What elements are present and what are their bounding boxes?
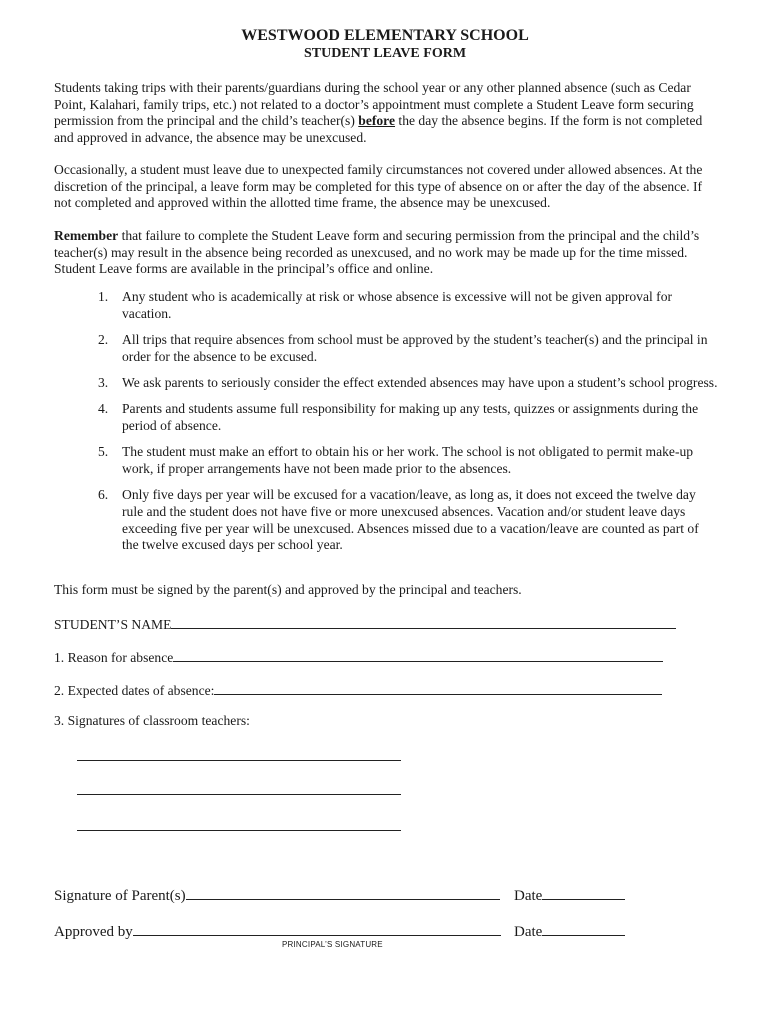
reason-line[interactable]: [173, 648, 663, 662]
dates-row: [54, 681, 662, 699]
rule-number: 5.: [98, 444, 109, 460]
rule-item: [54, 487, 718, 553]
rule-text: The student must make an effort to obtain his or her work. The school is not obligated to permit make-up work, if proper arrangements have not been made prior to the absences.: [122, 444, 694, 476]
teacher-signature-line[interactable]: [77, 830, 401, 831]
rule-text: Any student who is academically at risk or whose absence is excessive will not be given approval for vacation.: [122, 289, 673, 321]
teacher-signature-line[interactable]: [77, 794, 401, 795]
school-name: WESTWOOD ELEMENTARY SCHOOL: [241, 27, 529, 44]
parent-signature-line[interactable]: [186, 886, 500, 900]
before-emphasis: before: [358, 113, 396, 129]
student-name-label: STUDENT’S NAME: [54, 617, 172, 632]
intro-paragraph-planned-absence: [54, 80, 718, 146]
rule-number: 2.: [98, 331, 109, 347]
parent-signature-label: Signature of Parent(s): [54, 888, 186, 904]
parent-date-row: [514, 886, 625, 905]
teachers-label: 3. Signatures of classroom teachers:: [54, 713, 250, 728]
teacher-signature-line[interactable]: [77, 760, 401, 761]
rule-item: [54, 375, 718, 392]
rule-item: [54, 289, 718, 322]
rule-number: 6.: [98, 487, 109, 503]
rule-number: 1.: [98, 289, 109, 304]
rule-item: [54, 332, 718, 365]
principal-signature-caption: PRINCIPAL’S SIGNATURE: [282, 940, 383, 949]
rules-list: [54, 289, 718, 564]
parent-date-line[interactable]: [542, 886, 625, 900]
student-name-line-extra[interactable]: [539, 615, 676, 629]
rule-number: 4.: [98, 401, 109, 417]
dates-label: 2. Expected dates of absence:: [54, 683, 215, 698]
rule-item: [54, 401, 718, 434]
rule-text: Parents and students assume full responsibility for making up any tests, quizzes or assignments during the period of absence.: [122, 401, 699, 433]
form-title: STUDENT LEAVE FORM: [303, 46, 467, 61]
intro-paragraph-remember: [54, 228, 718, 278]
parent-signature-row: [54, 886, 500, 905]
rule-item: [54, 444, 718, 477]
approved-by-row: [54, 922, 501, 941]
parent-date-label: Date: [514, 888, 543, 904]
rule-number: 3.: [98, 374, 109, 390]
principal-date-line[interactable]: [542, 922, 625, 936]
student-name-row: [54, 615, 676, 633]
principal-signature-line[interactable]: [133, 922, 501, 936]
intro-text-end: the day the absence begins. If the form is not completed and approved in advance, the absence may be unexcused.: [54, 113, 703, 145]
intro-paragraph-unexpected-absence: Occasionally, a student must leave due to unexpected family circumstances not covered under allowed absences. At the discretion of the principal, a leave form may be completed for this type of absence on or after the day of the absence. If not completed and approved within the allotted time frame, the absence may be unexcused.: [54, 162, 703, 211]
remember-label: Remember: [54, 228, 119, 243]
rule-text: All trips that require absences from school must be approved by the student’s teacher(s) and the principal in order for the absence to be excused.: [122, 331, 708, 364]
rule-text: We ask parents to seriously consider the effect extended absences may have upon a student’s school progress.: [122, 374, 718, 390]
approved-by-label: Approved by: [54, 924, 133, 940]
intro-text-start: Students taking trips with their parents/guardians during the school year or any other planned absence (such as Cedar Point, Kalahari, family trips, etc.) not related to a doctor’s appointment must complete a Student Leave form securing permission from the principal and the child’s teacher(s): [54, 80, 694, 129]
signing-note: This form must be signed by the parent(s) and approved by the principal and teachers.: [54, 582, 522, 597]
dates-line[interactable]: [214, 681, 662, 695]
reason-row: [54, 648, 663, 666]
student-name-line[interactable]: [171, 615, 539, 629]
principal-date-row: [514, 922, 625, 941]
reason-label: 1. Reason for absence: [54, 650, 174, 665]
rule-text: Only five days per year will be excused for a vacation/leave, as long as, it does not exceed the twelve day rule and the student does not have five or more unexcused absences. Vacation and/or student leave days exceeding five per year will be unexcused. Absences missed due to a vacation/leave are counted as part of the twelve excused days per school year.: [122, 487, 699, 553]
principal-date-label: Date: [514, 924, 543, 940]
remember-text: that failure to complete the Student Leave form and securing permission from the principal and the child’s teacher(s) may result in the absence being recorded as unexcused, and no work may be made up for the time missed. Student Leave forms are available in the principal’s office and online.: [54, 228, 700, 277]
